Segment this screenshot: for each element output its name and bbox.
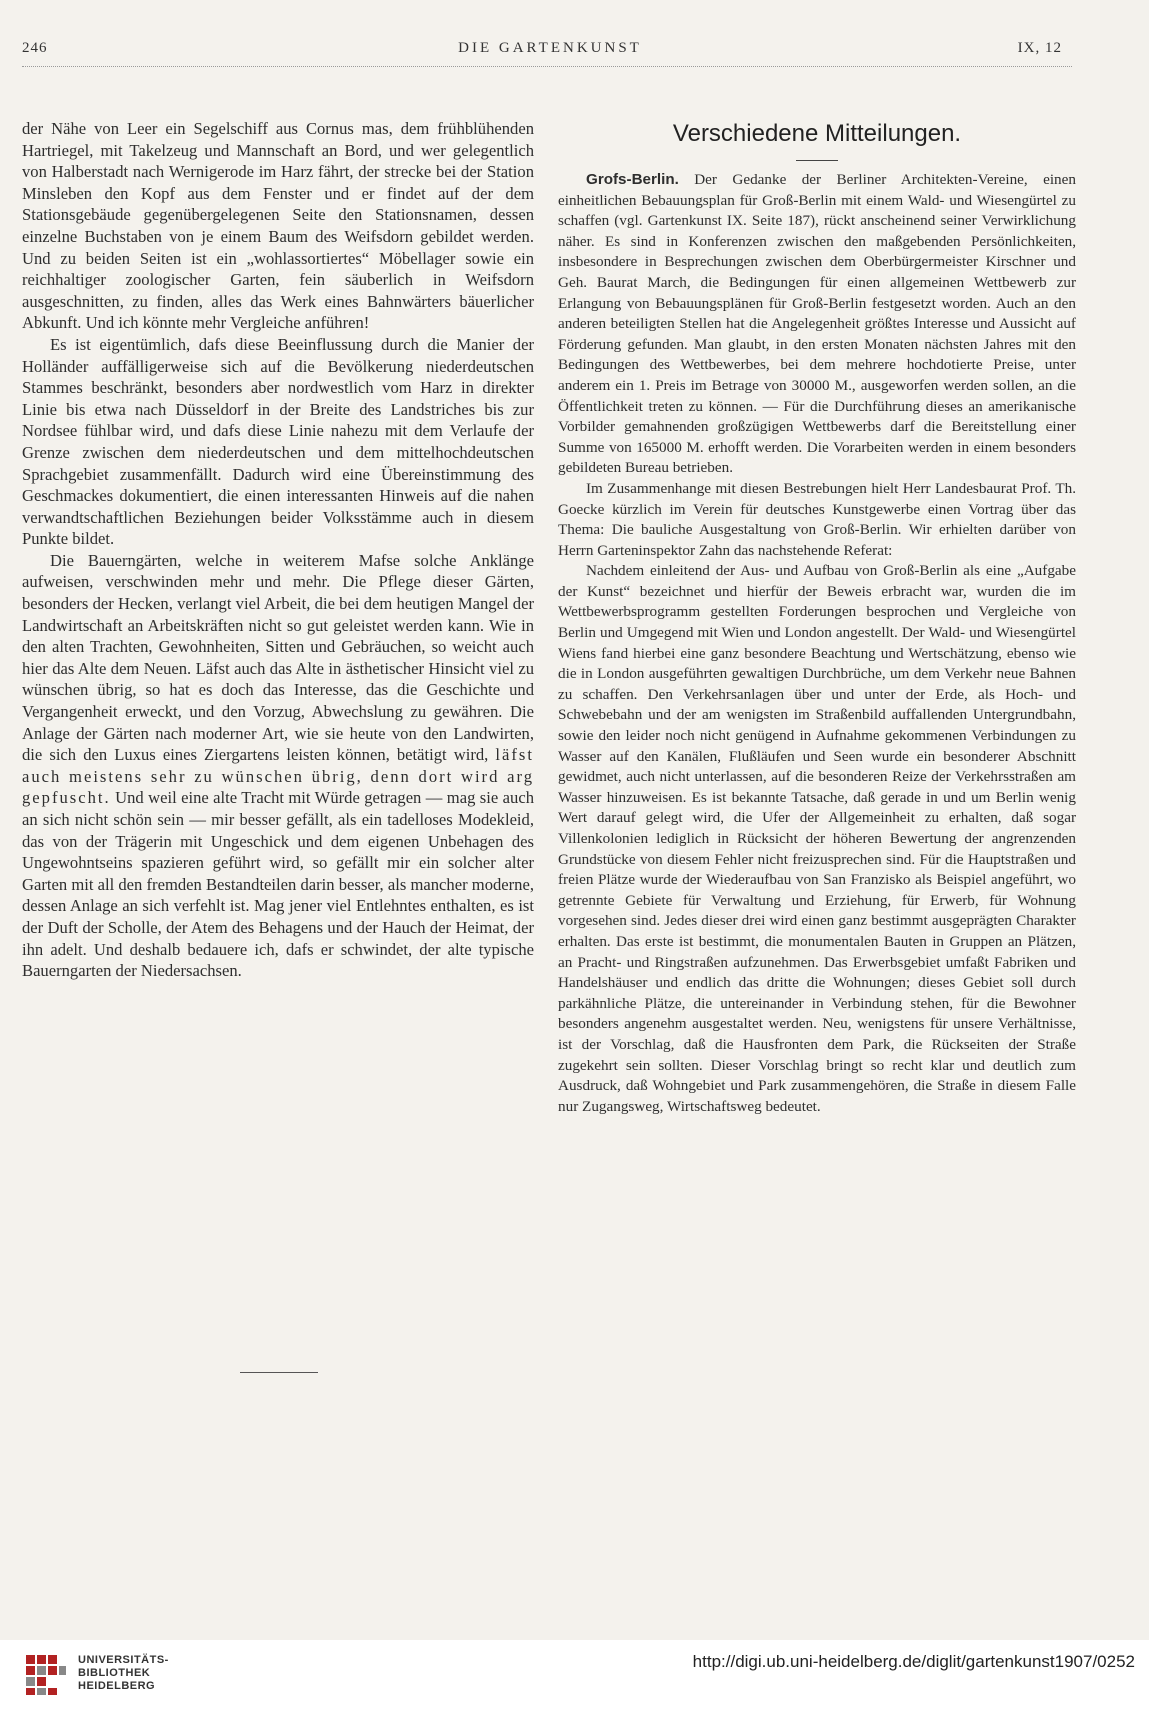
left-paragraph: Es ist eigentümlich, dafs diese Beeinflussung durch die Manier der Holländer auffälligerweise sich auf die Bevölkerung niederdeutschen Stammes beschränkt, besonders aber nordwestlich vom Harz in direkter Linie bis etwa nach Düsseldorf in der Breite des Landstriches bis zur Nordsee fühlbar wird, und dafs diese Linie nahezu mit dem Verlaufe der Grenze zwischen dem niederdeutschen und dem mittelhochdeutschen Sprachgebiet zusammenfällt. Dadurch wird eine Übereinstimmung des Geschmackes dokumentiert, die einen interessanten Hinweis auf die nahen verwandtschaftlichen Beziehungen beider Volksstämme auch in diesem Punkte bildet. xyxy=(22,334,534,549)
right-paragraph: Nachdem einleitend der Aus- und Aufbau von Groß-Berlin als eine „Aufgabe der Kunst“ bezeichnet und hierfür der Beweis erbracht war, wurden die im Wettbewerbsprogramm gestellten Forderungen besprochen und Vergleiche von Berlin und Umgegend mit Wien und London angestellt. Der Wald- und Wiesengürtel Wiens fand hierbei eine ganz besondere Beachtung und Wertschätzung, ebenso wie die in London ausgeführten gewaltigen Durchbrüche, um dem Verkehr neue Bahnen zu schaffen. Den Verkehrsanlagen über und unter der Erde, als Hoch- und Schwebebahn und der am wenigsten im Straßenbild auffallenden Untergrundbahn, sowie den leider noch nicht genügend in Aufnahme gekommenen Verbindungen zu Wasser auf den Kanälen, Flußläufen und Seen wurde ein besonderer Abschnitt gewidmet, auch nicht unterlassen, auf die besonderen Reize der Verkehrsstraßen am Wasser hinzuweisen. Es ist bekannte Tatsache, daß gerade in und um Berlin wenig Wert darauf gelegt wird, die Ufer der Allgemeinheit zu erhalten, daß sogar Villenkolonien lediglich in Rücksicht der höheren Bewertung der angrenzenden Grundstücke von diesem Fehler nicht freizusprechen sind. Für die Hauptstraßen und freien Plätze wurde der Wiederaufbau von San Franzisko als Beispiel angeführt, wo getrennte Gebiete für Verwaltung und Erziehung, für Erwerb, für Wohnung vorgesehen sind. Jedes dieser drei wird einen ganz bestimmt ausgeprägten Charakter erhalten. Das erste ist bestimmt, die monumentalen Bauten in Gruppen an Plätzen, an Pracht- und Ringstraßen aufzunehmen. Das Erwerbsgebiet umfaßt Fabriken und Handelshäuser und endlich das dritte die Wohnungen; dieses Gebiet soll durch parkähnliche Plätze, die untereinander in Verbindung stehen, für die Bewohner besonders angenehm ausgestaltet werden. Neu, wenigstens für unsere Verhältnisse, ist der Vorschlag, daß die Hausfronten dem Park, die Rückseiten der Straße zugekehrt sein sollten. Dieser Vorschlag bringt so recht klar und deutlich zum Ausdruck, daß Wohngebiet und Park zusammengehören, die Straße in diesem Falle nur Zugangsweg, Wirtschaftsweg bedeutet. xyxy=(558,562,1076,1115)
left-paragraph: der Nähe von Leer ein Segelschiff aus Cornus mas, dem frühblühenden Hartriegel, mit Takelzeug und Mannschaft an Bord, und wer gelegentlich von Halberstadt nach Wernigerode im Harz fährt, der strecke bei der Station Minsleben den Kopf aus dem Fenster und er findet auf der dem Stationsgebäude gegenübergelegenen Seite den Stationsnamen, dessen einzelne Buchstaben von je einem Baum des Weifsdorn gebildet werden. Und zu beiden Seiten ist ein „wohlassortiertes“ Möbellager sowie ein reichhaltiger zoologischer Garten, fein säuberlich in Weifsdorn ausgeschnitten, zu finden, alles das Werk eines Bahnwärters bäuerlicher Abkunft. Und ich könnte mehr Vergleiche anführen! xyxy=(22,119,534,333)
page-number: 246 xyxy=(22,40,48,56)
heading-divider xyxy=(796,160,838,161)
left-paragraph xyxy=(22,550,534,982)
running-header xyxy=(0,36,1100,66)
right-column xyxy=(558,170,1076,1117)
left-column xyxy=(22,118,534,982)
section-title: Verschiedene Mitteilungen. xyxy=(672,120,962,147)
right-paragraph: Im Zusammenhange mit diesen Bestrebungen hielt Herr Landesbaurat Prof. Th. Goecke kürzlich im Verein für deutsches Kunstgewerbe einen Vortrag über das Thema: Die bauliche Ausgestaltung von Groß-Berlin. Wir erhielten darüber von Herrn Garteninspektor Zahn das nachstehende Referat: xyxy=(558,479,1076,559)
spaced-emphasis: läfst auch meistens sehr zu wünschen übrig, denn dort wird arg gepfuscht. xyxy=(22,745,534,808)
header-divider xyxy=(22,66,1072,67)
viewer-footer xyxy=(0,1640,1149,1717)
library-name-line: BIBLIOTHEK xyxy=(78,1667,151,1679)
permalink-url[interactable]: http://digi.ub.uni-heidelberg.de/diglit/gartenkunst1907/0252 xyxy=(692,1652,1135,1671)
lead-word: Grofs-Berlin. xyxy=(586,171,679,188)
journal-title: DIE GARTENKUNST xyxy=(458,40,642,56)
left-closing-text: Und weil eine alte Tracht mit Würde getragen — mag sie auch an sich nicht schön sein — mir besser gefällt, als ein tadelloses Modekleid, das von der Trägerin mit Ungeschick und dem eigenen Unbehagen des Ungewohntseins spazieren geführt wird, so gefällt mir ein solcher alter Garten mit all den fremden Bestandteilen darin besser, als mancher moderne, dessen Anlage an sich verfehlt ist. Mag jener viel Entlehntes enthalten, es ist der Duft der Scholle, der Atem des Behagens und der Hauch der Heimat, der ihn adelt. Und deshalb bedauere ich, dafs er schwindet, der alte typische Bauerngarten der Niedersachsen. xyxy=(22,788,534,981)
library-name-line: UNIVERSITÄTS- xyxy=(78,1654,169,1666)
university-library-logo-icon xyxy=(24,1653,68,1697)
library-name xyxy=(78,1654,169,1693)
right-paragraph xyxy=(558,170,1076,479)
library-name-line: HEIDELBERG xyxy=(78,1680,156,1692)
article-end-rule xyxy=(240,1372,318,1373)
left-paragraph-text: Die Bauerngärten, welche in weiterem Mafse solche Anklänge aufweisen, verschwinden mehr und mehr. Die Pflege dieser Gärten, besonders der Hecken, verlangt viel Arbeit, die bei dem heutigen Mangel der Landwirtschaft an Arbeitskräften nicht so gut geleistet werden kann. Wie in den alten Trachten, Gewohnheiten, Sitten und Gebräuchen, so weicht auch hier das Alte dem Neuen. Läfst auch das Alte in ästhetischer Hinsicht viel zu wünschen übrig, so hat es doch das Interesse, das die Geschichte und Vergangenheit erweckt, und den Vorzug, Abwechslung zu gewähren. Die Anlage der Gärten nach moderner Art, wie sie heute von den Landwirten, die sich den Luxus eines Ziergartens leisten können, betätigt wird, xyxy=(22,550,534,765)
issue-number: IX, 12 xyxy=(1017,40,1062,56)
right-paragraph-text: Der Gedanke der Berliner Architekten-Vereine, einen einheitlichen Bebauungsplan für Groß-Berlin mit einem Wald- und Wiesengürtel zu schaffen (vgl. Gartenkunst IX. Seite 187), rückt anscheinend seiner Verwirklichung näher. Es sind in Konferenzen zwischen den maßgebenden Persönlichkeiten, insbesondere in Besprechungen zwischen dem Oberbürgermeister Kirschner und Geh. Baurat March, die Bedingungen für einen allgemeinen Wettbewerb zur Erlangung von Bebauungsplänen für Groß-Berlin festgesetzt worden. Auch an den anderen beteiligten Stellen hat die Angelegenheit größtes Interesse und Aussicht auf Förderung gefunden. Man glaubt, in den ersten Monaten nächsten Jahres mit den Bedingungen des Wettbewerbes, bei dem mehrere hochdotierte Preise, unter anderem ein 1. Preis im Betrage von 30000 M., ausgeworfen werden sollen, an die Öffentlichkeit treten zu können. — Für die Durchführung dieses an amerikanische Vorbilder gemahnenden großzügigen Wettbewerbs darf die Bereitstellung einer Summe von 165000 M. erhofft werden. Die Vorarbeiten werden in einem besonders gebildeten Bureau betrieben. xyxy=(558,171,1076,477)
